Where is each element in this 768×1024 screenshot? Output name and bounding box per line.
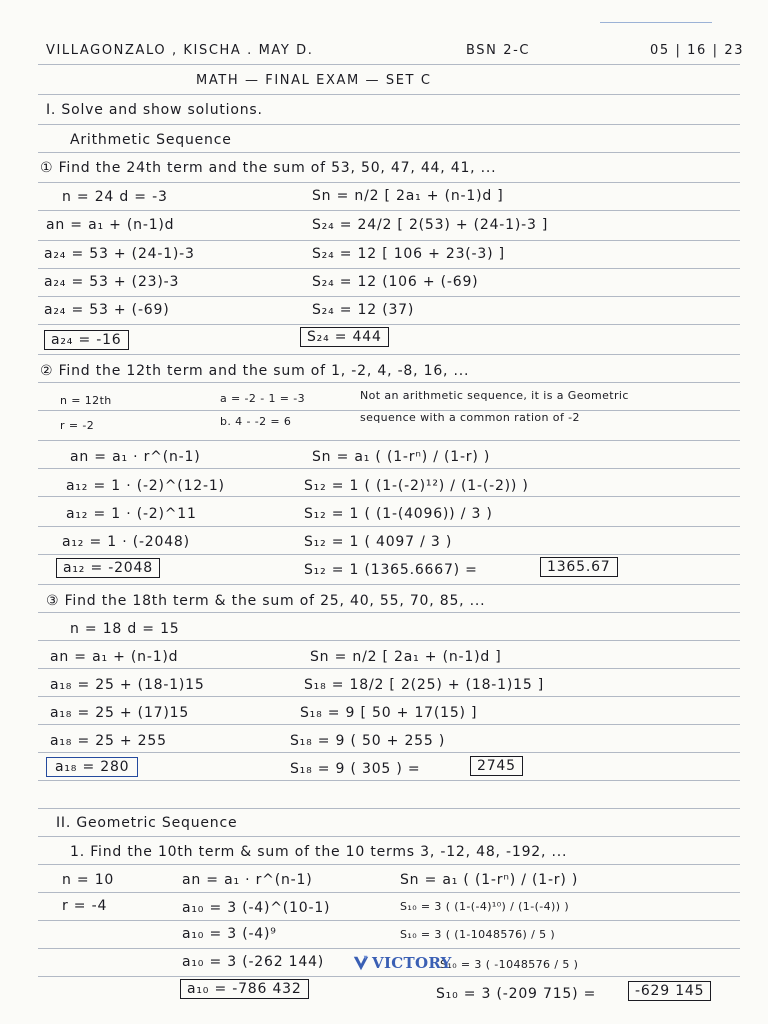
part2-heading: II. Geometric Sequence xyxy=(56,815,238,831)
ruled-line xyxy=(38,354,740,355)
q2-note-line1: Not an arithmetic sequence, it is a Geometric xyxy=(360,389,629,402)
p2q1-mid-step: a₁₀ = 3 (-4)⁹ xyxy=(182,926,277,942)
q1-right-step: S₂₄ = 12 [ 106 + 23(-3) ] xyxy=(312,246,505,262)
part1-subheading: Arithmetic Sequence xyxy=(70,132,232,148)
ruled-line xyxy=(38,554,740,555)
p2q1-right-step: S₁₀ = 3 ( (1-1048576) / 5 ) xyxy=(400,928,556,941)
ruled-line xyxy=(38,94,740,95)
section-label: BSN 2-C xyxy=(466,43,531,58)
q2-right-step: S₁₂ = 1 ( (1-(-2)¹²) / (1-(-2)) ) xyxy=(304,478,529,494)
ruled-line xyxy=(38,752,740,753)
q3-given: n = 18 d = 15 xyxy=(70,621,180,637)
ruled-line xyxy=(38,324,740,325)
ruled-line xyxy=(38,440,740,441)
exam-title: MATH — FINAL EXAM — SET C xyxy=(196,73,432,88)
ruled-line xyxy=(38,892,740,893)
q3-left-step: a₁₈ = 25 + (18-1)15 xyxy=(50,677,205,693)
victory-v-icon xyxy=(352,954,370,972)
ruled-line xyxy=(38,152,740,153)
ruled-line xyxy=(38,612,740,613)
q3-sum-answer: 2745 xyxy=(470,756,523,776)
p2q1-mid-step: a₁₀ = 3 (-4)^(10-1) xyxy=(182,900,331,916)
q1-given: n = 24 d = -3 xyxy=(62,189,168,205)
q2-note-line2: sequence with a common ration of -2 xyxy=(360,411,580,424)
q2-left-step: an = a₁ · r^(n-1) xyxy=(70,449,201,465)
ruled-line xyxy=(38,124,740,125)
q1-right-step: S₂₄ = 12 (37) xyxy=(312,302,415,318)
ruled-line xyxy=(38,668,740,669)
q3-right-step: S₁₈ = 9 [ 50 + 17(15) ] xyxy=(300,705,478,721)
q1-term-answer: a₂₄ = -16 xyxy=(44,330,129,350)
q3-right-step: S₁₈ = 9 ( 305 ) = xyxy=(290,761,421,777)
p2q1-mid-step: a₁₀ = 3 (-262 144) xyxy=(182,954,325,970)
ruled-line xyxy=(38,182,740,183)
p2q1-given-r: r = -4 xyxy=(62,898,108,914)
victory-wordmark: VICTORY xyxy=(372,954,452,972)
q2-right-step: S₁₂ = 1 ( (1-(4096)) / 3 ) xyxy=(304,506,493,522)
ruled-line xyxy=(38,864,740,865)
ruled-line xyxy=(38,64,740,65)
ruled-line xyxy=(38,808,740,809)
q1-right-step: S₂₄ = 24/2 [ 2(53) + (24-1)-3 ] xyxy=(312,217,549,233)
q3-term-answer: a₁₈ = 280 xyxy=(46,757,138,777)
q1-right-step: S₂₄ = 12 (106 + (-69) xyxy=(312,274,479,290)
p2q1-right-step: S₁₀ = 3 (-209 715) = xyxy=(436,986,597,1002)
q2-left-step: a₁₂ = 1 · (-2)^11 xyxy=(66,506,197,522)
ruled-line xyxy=(38,382,740,383)
q2-left-step: a₁₂ = 1 · (-2)^(12-1) xyxy=(66,478,225,494)
q3-prompt: ③ Find the 18th term & the sum of 25, 40, 55, 70, 85, ... xyxy=(46,593,486,609)
q1-left-step: a₂₄ = 53 + (24-1)-3 xyxy=(44,246,195,262)
q2-right-step: S₁₂ = 1 ( 4097 / 3 ) xyxy=(304,534,453,550)
p2q1-prompt: 1. Find the 10th term & sum of the 10 terms 3, -12, 48, -192, ... xyxy=(70,844,568,860)
ruled-line xyxy=(38,724,740,725)
ruled-line xyxy=(38,496,740,497)
q2-right-step: Sn = a₁ ( (1-rⁿ) / (1-r) ) xyxy=(312,449,491,465)
q2-given-r: r = -2 xyxy=(60,419,95,432)
q1-prompt: ① Find the 24th term and the sum of 53, 50, 47, 44, 41, ... xyxy=(40,160,497,176)
ruled-line xyxy=(38,296,740,297)
q2-term-answer: a₁₂ = -2048 xyxy=(56,558,160,578)
ruled-line xyxy=(38,976,740,977)
q2-right-step: S₁₂ = 1 (1365.6667) = xyxy=(304,562,478,578)
p2q1-right-step: S₁₀ = 3 ( -1048576 / 5 ) xyxy=(440,958,579,971)
ruled-line xyxy=(38,780,740,781)
ruled-line xyxy=(38,948,740,949)
p2q1-given-n: n = 10 xyxy=(62,872,115,888)
student-name: VILLAGONZALO , KISCHA . MAY D. xyxy=(46,43,314,58)
q2-given-n: n = 12th xyxy=(60,394,112,407)
p2q1-mid-step: an = a₁ · r^(n-1) xyxy=(182,872,313,888)
ruled-line xyxy=(38,526,740,527)
q3-right-step: S₁₈ = 9 ( 50 + 255 ) xyxy=(290,733,446,749)
q3-left-step: a₁₈ = 25 + 255 xyxy=(50,733,167,749)
p2q1-right-step: Sn = a₁ ( (1-rⁿ) / (1-r) ) xyxy=(400,872,579,888)
q3-right-step: Sn = n/2 [ 2a₁ + (n-1)d ] xyxy=(310,649,502,665)
ruled-line xyxy=(38,468,740,469)
p2q1-right-step: S₁₀ = 3 ( (1-(-4)¹⁰) / (1-(-4)) ) xyxy=(400,900,570,913)
p2q1-sum-answer: -629 145 xyxy=(628,981,711,1001)
q2-check-b: b. 4 - -2 = 6 xyxy=(220,415,292,428)
exam-date: 05 | 16 | 23 xyxy=(650,43,745,58)
q3-left-step: a₁₈ = 25 + (17)15 xyxy=(50,705,190,721)
q1-left-step: a₂₄ = 53 + (23)-3 xyxy=(44,274,180,290)
q1-sum-answer: S₂₄ = 444 xyxy=(300,327,389,347)
ruled-line xyxy=(38,268,740,269)
ruled-line xyxy=(38,836,740,837)
part1-heading: I. Solve and show solutions. xyxy=(46,102,263,118)
q3-left-step: an = a₁ + (n-1)d xyxy=(50,649,179,665)
q2-check-a: a = -2 - 1 = -3 xyxy=(220,392,306,405)
p2q1-term-answer: a₁₀ = -786 432 xyxy=(180,979,309,999)
q3-right-step: S₁₈ = 18/2 [ 2(25) + (18-1)15 ] xyxy=(304,677,545,693)
q1-left-step: an = a₁ + (n-1)d xyxy=(46,217,175,233)
ruled-line xyxy=(38,920,740,921)
ruled-line xyxy=(38,584,740,585)
q2-left-step: a₁₂ = 1 · (-2048) xyxy=(62,534,190,550)
q1-left-step: a₂₄ = 53 + (-69) xyxy=(44,302,170,318)
victory-watermark xyxy=(352,954,452,972)
q2-sum-answer: 1365.67 xyxy=(540,557,618,577)
q2-prompt: ② Find the 12th term and the sum of 1, -2, 4, -8, 16, ... xyxy=(40,363,470,379)
ruled-line xyxy=(38,640,740,641)
q1-right-step: Sn = n/2 [ 2a₁ + (n-1)d ] xyxy=(312,188,504,204)
ruled-line xyxy=(38,696,740,697)
top-blue-line xyxy=(600,22,712,23)
ruled-line xyxy=(38,210,740,211)
ruled-line xyxy=(38,240,740,241)
